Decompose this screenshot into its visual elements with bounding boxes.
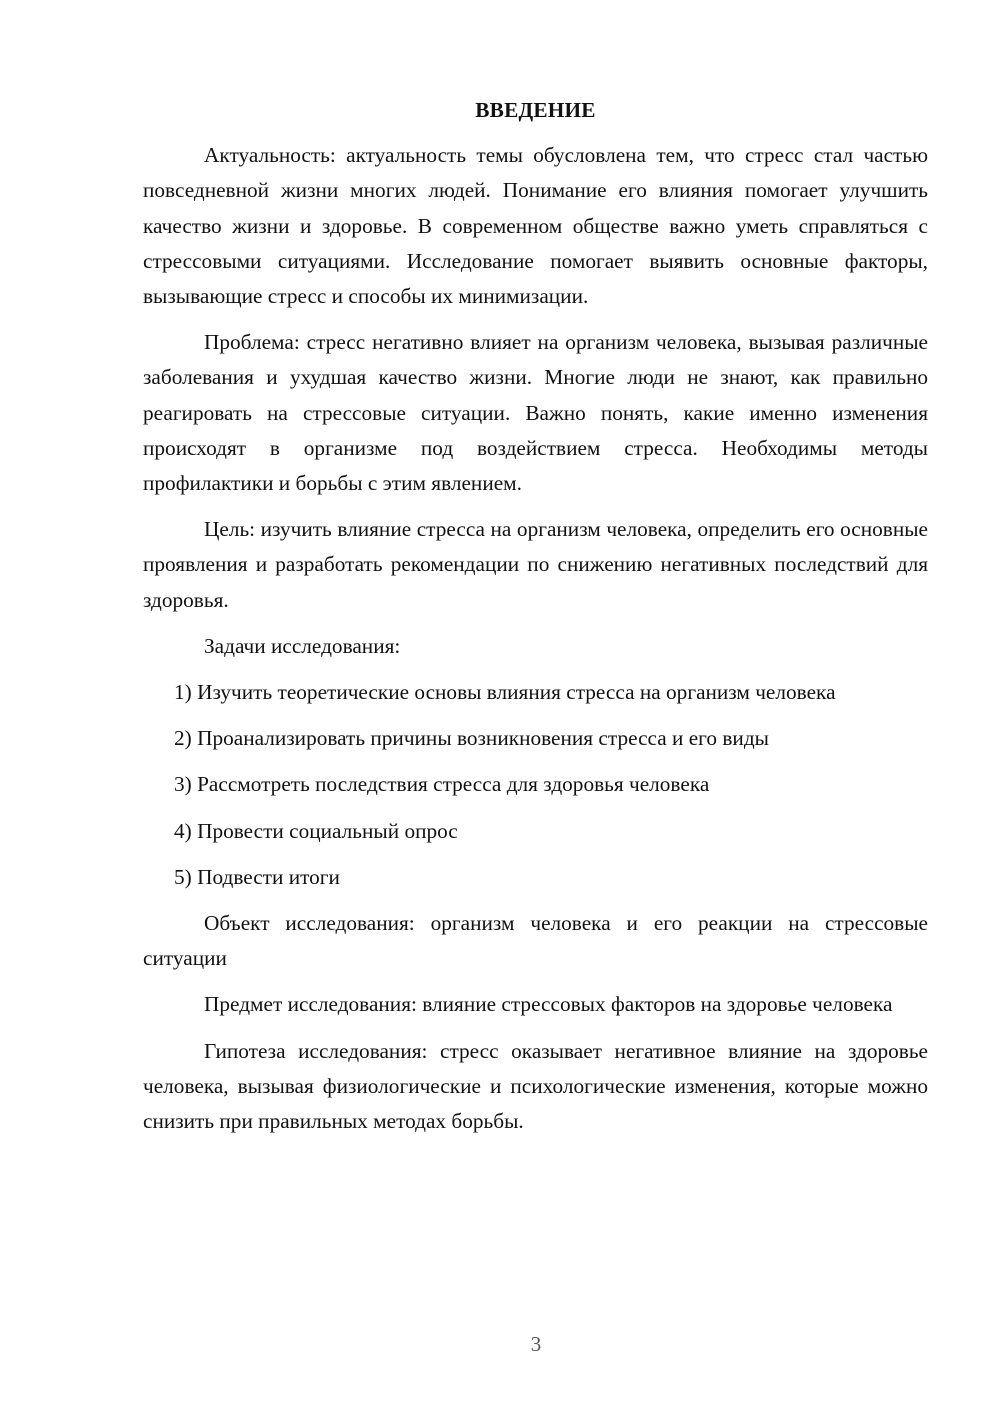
list-item: 5) Подвести итоги [174, 864, 340, 889]
paragraph-tasks-heading: Задачи исследования: [204, 633, 401, 658]
page-content [143, 93, 928, 1150]
page-title: ВВЕДЕНИЕ [475, 98, 596, 122]
paragraph-relevance: Актуальность: актуальность темы обусловлена тем, что стресс стал частью повседневной жизни многих людей. Понимание его влияния помогает улучшить качество жизни и здоровье. В современном обществе важно уметь справляться с стрессовыми ситуациями. Исследование помогает выявить основные факторы, вызывающие стресс и способы их минимизации. [143, 143, 928, 309]
paragraph-goal: Цель: изучить влияние стресса на организм человека, определить его основные проявления и разработать рекомендации по снижению негативных последствий для здоровья. [143, 517, 928, 612]
list-item: 3) Рассмотреть последствия стресса для здоровья человека [174, 772, 710, 797]
paragraph-subject: Предмет исследования: влияние стрессовых факторов на здоровье человека [204, 992, 893, 1017]
paragraph-hypothesis: Гипотеза исследования: стресс оказывает негативное влияние на здоровье человека, вызывая физиологические и психологические изменения, которые можно снизить при правильных методах борьбы. [143, 1038, 928, 1134]
list-item: 4) Провести социальный опрос [174, 818, 458, 843]
list-item: 1) Изучить теоретические основы влияния стресса на организм человека [174, 680, 836, 705]
paragraph-problem: Проблема: стресс негативно влияет на организм человека, вызывая различные заболевания и ухудшая качество жизни. Многие люди не знают, как правильно реагировать на стрессовые ситуации. Важно понять, какие именно изменения происходят в организме под воздействием стресса. Необходимы методы профилактики и борьбы с этим явлением. [143, 330, 928, 496]
page-number: 3 [530, 1332, 542, 1356]
list-item: 2) Проанализировать причины возникновения стресса и его виды [174, 726, 769, 751]
paragraph-object: Объект исследования: организм человека и его реакции на стрессовые ситуации [143, 911, 928, 971]
